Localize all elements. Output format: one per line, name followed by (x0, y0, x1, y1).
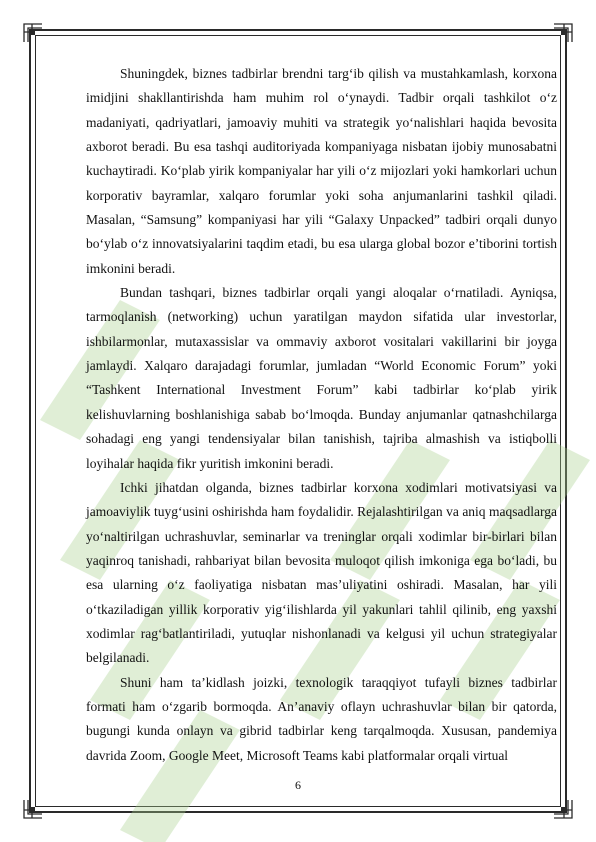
paragraph: Bundan tashqari, biznes tadbirlar orqali yangi aloqalar o‘rnatiladi. Ayniqsa, tarmoqlanish (networking) uchun yaratilgan maydon sifatida ular investorlar, ishbilarmonlar, mutaxassislar va ommaviy axborot vositalari vakillarini bir joyga jamlaydi. Xalqaro darajadagi forumlar, jumladan “World Economic Forum” yoki “Tashkent International Investment Forum” kabi tadbirlar ko‘plab yirik kelishuvlarning boshlanishiga sabab bo‘lmoqda. Bunday anjumanlar qatnashchilarga sohadagi eng yangi tendensiyalar bilan tanishish, tajriba almashish va istiqbolli loyihalar haqida fikr yuritish imkonini beradi. (86, 285, 557, 471)
ornament-corner-icon (552, 22, 574, 44)
ornament-corner-icon (552, 798, 574, 820)
page-number: 6 (295, 778, 301, 792)
paragraph: Shuningdek, biznes tadbirlar brendni targ‘ib qilish va mustahkamlash, korxona imidjini shakllantirishda ham muhim rol o‘ynaydi. Tadbir orqali tashkilot o‘z madaniyati, qadriyatlari, jamoaviy muhiti va strategik yo‘nalishlari haqida bevosita axborot beradi. Bu esa tashqi auditoriyada kompaniyaga nisbatan ijobiy munosabatni kuchaytiradi. Ko‘plab yirik kompaniyalar har yili o‘z mijozlari yoki hamkorlari uchun korporativ bayramlar, xalqaro forumlar yoki soha anjumanlarini tashkil qiladi. Masalan, “Samsung” kompaniyasi har yili “Galaxy Unpacked” tadbiri orqali dunyo bo‘ylab o‘z innovatsiyalarini taqdim etadi, bu esa ularga global bozor e’tiborini tortish imkonini beradi. (86, 66, 557, 276)
paragraph: Shuni ham ta’kidlash joizki, texnologik taraqqiyot tufayli biznes tadbirlar formati ham o‘zgarib bormoqda. An’anaviy oflayn uchrashuvlar bilan bir qatorda, bugungi kunda onlayn va gibrid tadbirlar keng tarqalmoqda. Xususan, pandemiya davrida Zoom, Google Meet, Microsoft Teams kabi platformalar orqali virtual (86, 674, 557, 763)
document-body (86, 62, 557, 768)
paragraph: Ichki jihatdan olganda, biznes tadbirlar korxona xodimlari motivatsiyasi va jamoaviylik tuyg‘usini oshirishda ham foydalidir. Rejalashtirilgan va aniq maqsadlarga yo‘naltirilgan uchrashuvlar, seminarlar va treninglar orqali xodimlar bir-birlari bilan yaqinroq tanishadi, rahbariyat bilan bevosita muloqot qilish imkoniga ega bo‘ladi, bu esa ularning o‘z faoliyatiga nisbatan mas’uliyatini oshiradi. Masalan, har yili o‘tkaziladigan yillik korporativ yig‘ilishlarda yil yakunlari tahlil qilinib, eng yaxshi xodimlar rag‘batlantiriladi, yutuqlar nishonlanadi va kelgusi yil uchun strategiyalar belgilanadi. (86, 479, 557, 666)
ornament-corner-icon (22, 22, 44, 44)
ornament-corner-icon (22, 798, 44, 820)
